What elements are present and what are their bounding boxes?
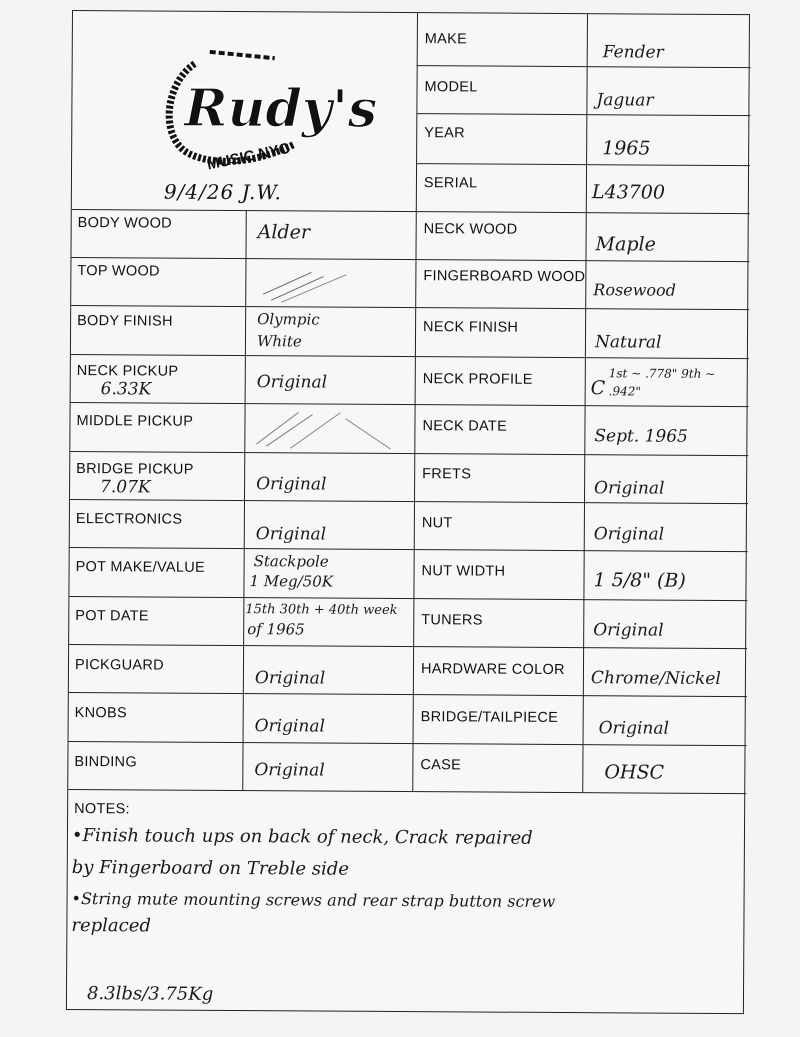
top-wood-label: TOP WOOD: [77, 263, 160, 280]
pot-date-label: POT DATE: [75, 608, 149, 625]
grid-line: [69, 644, 747, 649]
notes-line-2: by Fingerboard on Treble side: [71, 857, 350, 880]
neck-profile-label: NECK PROFILE: [422, 371, 533, 388]
frets-label: FRETS: [422, 466, 472, 483]
pot-date-value: 15th 30th + 40th week: [245, 602, 398, 618]
grid-line: [68, 789, 746, 794]
year-value: 1965: [602, 137, 651, 160]
case-label: CASE: [420, 757, 462, 774]
svg-text:MUSIC NYC: MUSIC NYC: [205, 139, 292, 174]
pot-make-value-2: 1 Meg/50K: [249, 572, 334, 591]
grid-line: [69, 692, 747, 697]
notes-line-4: replaced: [71, 915, 152, 937]
body-finish-value: Olympic: [257, 310, 320, 329]
make-label: MAKE: [424, 31, 468, 48]
pot-date-value-2: of 1965: [247, 620, 305, 639]
neck-profile-measurements: 1st ~ .778" 9th ~ .942": [608, 366, 716, 399]
rudys-music-logo: [154, 44, 378, 185]
binding-label: BINDING: [74, 754, 137, 771]
bridge-tailpiece-value: Original: [598, 718, 670, 739]
neck-wood-value: Maple: [595, 233, 656, 256]
body-finish-value-2: White: [256, 332, 302, 351]
notes-label: NOTES:: [74, 801, 130, 818]
make-value: Fender: [602, 42, 664, 63]
frets-value: Original: [594, 478, 665, 499]
neck-wood-label: NECK WOOD: [423, 221, 518, 238]
grid-line: [70, 547, 748, 552]
nut-width-value: 1 5/8" (B): [593, 569, 686, 592]
pickguard-label: PICKGUARD: [74, 657, 164, 674]
case-value: OHSC: [604, 761, 665, 784]
electronics-value: Original: [255, 524, 327, 545]
weight-note: 8.3lbs/3.75Kg: [86, 983, 214, 1005]
notes-line-1: •Finish touch ups on back of neck, Crack repaired: [71, 825, 533, 849]
not-applicable-hatch: [251, 262, 411, 305]
year-label: YEAR: [424, 125, 465, 142]
grid-line: [71, 354, 749, 359]
grid-line: [71, 257, 749, 262]
pot-make-value-label: POT MAKE/VALUE: [75, 559, 206, 576]
tuners-value: Original: [593, 620, 664, 641]
body-wood-label: BODY WOOD: [77, 215, 173, 232]
grid-line: [69, 596, 747, 601]
header-date-initials: 9/4/26 J.W.: [163, 179, 282, 205]
inspection-form: [66, 10, 750, 1014]
neck-pickup-value: Original: [256, 372, 328, 393]
bridge-pickup-label: BRIDGE PICKUP: [76, 461, 194, 478]
serial-label: SERIAL: [423, 175, 478, 192]
neck-pickup-label: NECK PICKUP: [76, 363, 179, 380]
bridge-pickup-reading: 7.07K: [100, 477, 151, 498]
neck-date-label: NECK DATE: [422, 418, 508, 435]
tuners-label: TUNERS: [421, 612, 483, 629]
binding-value: Original: [254, 760, 325, 781]
svg-text:Rudy's: Rudy's: [184, 77, 378, 140]
neck-profile-value: C: [590, 377, 606, 400]
neck-pickup-reading: 6.33K: [100, 379, 152, 400]
bridge-tailpiece-label: BRIDGE/TAILPIECE: [420, 709, 559, 726]
neck-finish-label: NECK FINISH: [423, 319, 519, 336]
neck-finish-value: Natural: [594, 332, 662, 353]
nut-value: Original: [593, 524, 665, 545]
pot-make-value: Stackpole: [253, 552, 329, 571]
grid-line: [70, 451, 748, 456]
electronics-label: ELECTRONICS: [75, 511, 183, 528]
fingerboard-wood-value: Rosewood: [593, 280, 676, 300]
fingerboard-wood-label: FINGERBOARD WOOD: [423, 268, 586, 286]
not-applicable-hatch: [250, 406, 410, 451]
grid-line: [71, 305, 749, 310]
knobs-label: KNOBS: [74, 705, 128, 722]
model-label: MODEL: [424, 79, 478, 96]
model-value: Jaguar: [596, 90, 654, 111]
neck-date-value: Sept. 1965: [594, 426, 688, 447]
grid-line: [70, 499, 748, 504]
middle-pickup-label: MIDDLE PICKUP: [76, 413, 194, 430]
body-finish-label: BODY FINISH: [77, 313, 173, 330]
pickguard-value: Original: [254, 668, 326, 689]
hardware-color-label: HARDWARE COLOR: [420, 661, 565, 679]
grid-line: [69, 741, 747, 746]
serial-value: L43700: [591, 181, 666, 204]
hardware-color-value: Chrome/Nickel: [590, 668, 721, 689]
bridge-pickup-value: Original: [256, 474, 327, 495]
nut-label: NUT: [421, 515, 453, 532]
nut-width-label: NUT WIDTH: [421, 563, 506, 580]
knobs-value: Original: [254, 716, 326, 737]
body-wood-value: Alder: [257, 221, 311, 244]
notes-line-3: •String mute mounting screws and rear strap button screw: [71, 889, 556, 911]
